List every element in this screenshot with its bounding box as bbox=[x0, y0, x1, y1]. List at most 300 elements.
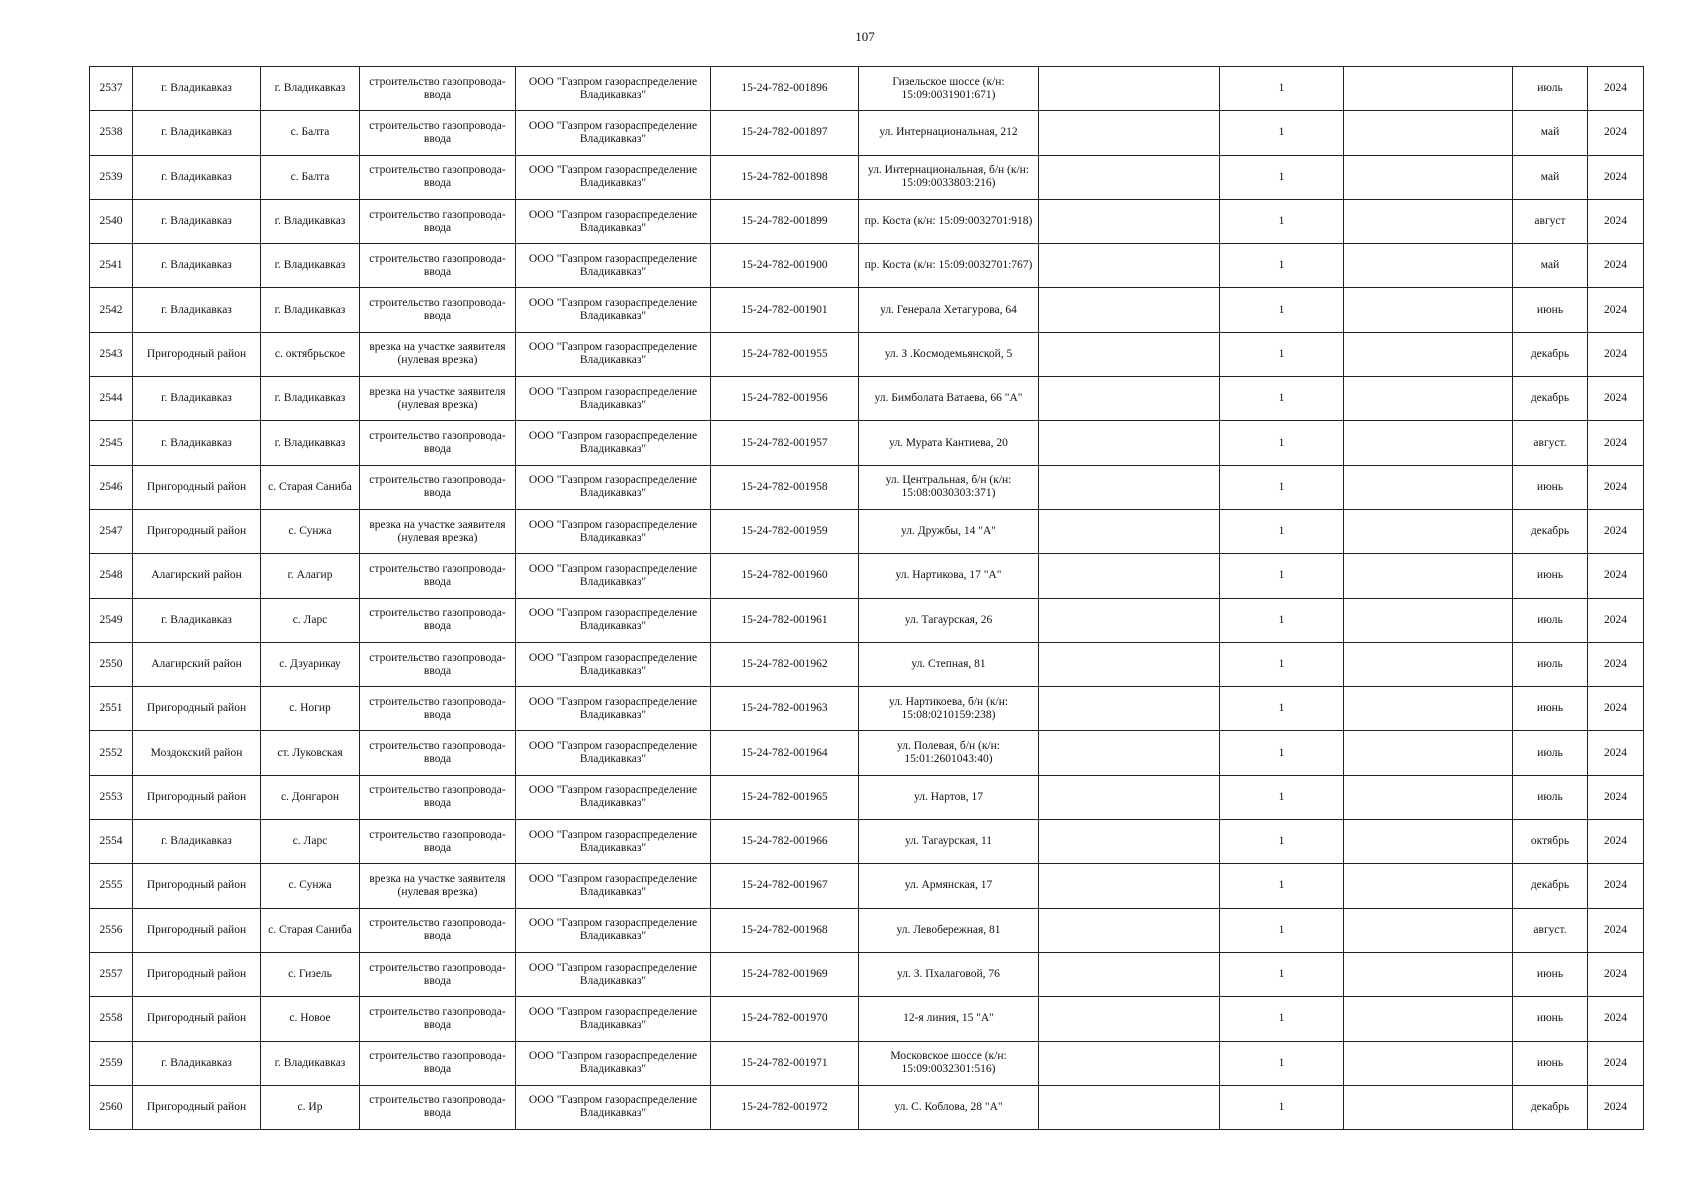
quantity-cell: 1 bbox=[1220, 997, 1344, 1041]
district-cell: Пригородный район bbox=[133, 908, 261, 952]
month-cell: июнь bbox=[1513, 687, 1588, 731]
organization-cell: ООО "Газпром газораспределение Владикавказ" bbox=[516, 244, 711, 288]
address-cell: ул. Левобережная, 81 bbox=[859, 908, 1039, 952]
month-cell: июль bbox=[1513, 731, 1588, 775]
settlement-cell: г. Владикавказ bbox=[261, 421, 360, 465]
table-row bbox=[90, 908, 1644, 952]
year-cell: 2024 bbox=[1588, 731, 1644, 775]
empty-cell bbox=[1039, 155, 1220, 199]
district-cell: Пригородный район bbox=[133, 1085, 261, 1129]
empty-cell bbox=[1344, 554, 1513, 598]
year-cell: 2024 bbox=[1588, 155, 1644, 199]
address-cell: ул. Интернациональная, б/н (к/н: 15:09:0033803:216) bbox=[859, 155, 1039, 199]
table-row bbox=[90, 465, 1644, 509]
empty-cell bbox=[1039, 820, 1220, 864]
empty-cell bbox=[1039, 1085, 1220, 1129]
settlement-cell: с. Ларс bbox=[261, 598, 360, 642]
code-cell: 15-24-782-001961 bbox=[711, 598, 859, 642]
settlement-cell: с. Дзуарикау bbox=[261, 642, 360, 686]
settlement-cell: с. Сунжа bbox=[261, 864, 360, 908]
empty-cell bbox=[1039, 244, 1220, 288]
empty-cell bbox=[1039, 332, 1220, 376]
empty-cell bbox=[1344, 111, 1513, 155]
empty-cell bbox=[1039, 598, 1220, 642]
empty-cell bbox=[1344, 820, 1513, 864]
quantity-cell: 1 bbox=[1220, 908, 1344, 952]
quantity-cell: 1 bbox=[1220, 155, 1344, 199]
code-cell: 15-24-782-001966 bbox=[711, 820, 859, 864]
code-cell: 15-24-782-001963 bbox=[711, 687, 859, 731]
code-cell: 15-24-782-001900 bbox=[711, 244, 859, 288]
table-row bbox=[90, 377, 1644, 421]
organization-cell: ООО "Газпром газораспределение Владикавказ" bbox=[516, 1041, 711, 1085]
row-number-cell: 2537 bbox=[90, 67, 133, 111]
empty-cell bbox=[1344, 642, 1513, 686]
district-cell: г. Владикавказ bbox=[133, 820, 261, 864]
address-cell: Московское шоссе (к/н: 15:09:0032301:516) bbox=[859, 1041, 1039, 1085]
row-number-cell: 2544 bbox=[90, 377, 133, 421]
address-cell: ул. Дружбы, 14 "А" bbox=[859, 509, 1039, 553]
work-type-cell: врезка на участке заявителя (нулевая врезка) bbox=[360, 332, 516, 376]
table-row bbox=[90, 642, 1644, 686]
address-cell: ул. Нартикова, 17 "А" bbox=[859, 554, 1039, 598]
address-cell: ул. Интернациональная, 212 bbox=[859, 111, 1039, 155]
district-cell: Алагирский район bbox=[133, 554, 261, 598]
district-cell: г. Владикавказ bbox=[133, 67, 261, 111]
table-row bbox=[90, 775, 1644, 819]
month-cell: июнь bbox=[1513, 554, 1588, 598]
quantity-cell: 1 bbox=[1220, 952, 1344, 996]
year-cell: 2024 bbox=[1588, 288, 1644, 332]
district-cell: Алагирский район bbox=[133, 642, 261, 686]
work-type-cell: строительство газопровода-ввода bbox=[360, 598, 516, 642]
district-cell: г. Владикавказ bbox=[133, 199, 261, 243]
month-cell: июль bbox=[1513, 598, 1588, 642]
year-cell: 2024 bbox=[1588, 1041, 1644, 1085]
quantity-cell: 1 bbox=[1220, 421, 1344, 465]
address-cell: ул. Центральная, б/н (к/н: 15:08:0030303:371) bbox=[859, 465, 1039, 509]
quantity-cell: 1 bbox=[1220, 687, 1344, 731]
empty-cell bbox=[1344, 155, 1513, 199]
organization-cell: ООО "Газпром газораспределение Владикавказ" bbox=[516, 111, 711, 155]
table-row bbox=[90, 598, 1644, 642]
organization-cell: ООО "Газпром газораспределение Владикавказ" bbox=[516, 288, 711, 332]
empty-cell bbox=[1039, 1041, 1220, 1085]
settlement-cell: г. Владикавказ bbox=[261, 1041, 360, 1085]
code-cell: 15-24-782-001965 bbox=[711, 775, 859, 819]
address-cell: ул. Армянская, 17 bbox=[859, 864, 1039, 908]
organization-cell: ООО "Газпром газораспределение Владикавказ" bbox=[516, 775, 711, 819]
row-number-cell: 2560 bbox=[90, 1085, 133, 1129]
code-cell: 15-24-782-001897 bbox=[711, 111, 859, 155]
district-cell: Пригородный район bbox=[133, 775, 261, 819]
quantity-cell: 1 bbox=[1220, 1085, 1344, 1129]
table-row bbox=[90, 509, 1644, 553]
organization-cell: ООО "Газпром газораспределение Владикавказ" bbox=[516, 864, 711, 908]
row-number-cell: 2539 bbox=[90, 155, 133, 199]
table-row bbox=[90, 288, 1644, 332]
quantity-cell: 1 bbox=[1220, 332, 1344, 376]
empty-cell bbox=[1344, 731, 1513, 775]
row-number-cell: 2552 bbox=[90, 731, 133, 775]
month-cell: декабрь bbox=[1513, 864, 1588, 908]
table-row bbox=[90, 155, 1644, 199]
quantity-cell: 1 bbox=[1220, 244, 1344, 288]
settlement-cell: с. Ир bbox=[261, 1085, 360, 1129]
month-cell: июнь bbox=[1513, 997, 1588, 1041]
empty-cell bbox=[1344, 421, 1513, 465]
quantity-cell: 1 bbox=[1220, 775, 1344, 819]
address-cell: ул. Степная, 81 bbox=[859, 642, 1039, 686]
year-cell: 2024 bbox=[1588, 465, 1644, 509]
empty-cell bbox=[1039, 775, 1220, 819]
district-cell: Пригородный район bbox=[133, 687, 261, 731]
quantity-cell: 1 bbox=[1220, 864, 1344, 908]
month-cell: июль bbox=[1513, 642, 1588, 686]
work-type-cell: строительство газопровода-ввода bbox=[360, 199, 516, 243]
row-number-cell: 2554 bbox=[90, 820, 133, 864]
address-cell: ул. Бимболата Ватаева, 66 "А" bbox=[859, 377, 1039, 421]
organization-cell: ООО "Газпром газораспределение Владикавказ" bbox=[516, 377, 711, 421]
settlement-cell: г. Владикавказ bbox=[261, 244, 360, 288]
row-number-cell: 2555 bbox=[90, 864, 133, 908]
work-type-cell: врезка на участке заявителя (нулевая врезка) bbox=[360, 864, 516, 908]
work-type-cell: строительство газопровода-ввода bbox=[360, 687, 516, 731]
table-row bbox=[90, 554, 1644, 598]
work-type-cell: строительство газопровода-ввода bbox=[360, 155, 516, 199]
settlement-cell: ст. Луковская bbox=[261, 731, 360, 775]
address-cell: Гизельское шоссе (к/н: 15:09:0031901:671) bbox=[859, 67, 1039, 111]
quantity-cell: 1 bbox=[1220, 199, 1344, 243]
work-type-cell: строительство газопровода-ввода bbox=[360, 952, 516, 996]
code-cell: 15-24-782-001955 bbox=[711, 332, 859, 376]
district-cell: г. Владикавказ bbox=[133, 288, 261, 332]
empty-cell bbox=[1039, 67, 1220, 111]
empty-cell bbox=[1344, 1085, 1513, 1129]
empty-cell bbox=[1344, 244, 1513, 288]
row-number-cell: 2548 bbox=[90, 554, 133, 598]
month-cell: июнь bbox=[1513, 465, 1588, 509]
empty-cell bbox=[1039, 288, 1220, 332]
year-cell: 2024 bbox=[1588, 332, 1644, 376]
address-cell: ул. З. Пхалаговой, 76 bbox=[859, 952, 1039, 996]
empty-cell bbox=[1344, 864, 1513, 908]
empty-cell bbox=[1344, 598, 1513, 642]
quantity-cell: 1 bbox=[1220, 598, 1344, 642]
empty-cell bbox=[1039, 642, 1220, 686]
district-cell: г. Владикавказ bbox=[133, 155, 261, 199]
code-cell: 15-24-782-001970 bbox=[711, 997, 859, 1041]
table-row bbox=[90, 820, 1644, 864]
month-cell: июль bbox=[1513, 775, 1588, 819]
district-cell: Пригородный район bbox=[133, 509, 261, 553]
address-cell: ул. Нартикоева, б/н (к/н: 15:08:0210159:238) bbox=[859, 687, 1039, 731]
work-type-cell: строительство газопровода-ввода bbox=[360, 908, 516, 952]
month-cell: октябрь bbox=[1513, 820, 1588, 864]
address-cell: ул. З .Космодемьянской, 5 bbox=[859, 332, 1039, 376]
organization-cell: ООО "Газпром газораспределение Владикавказ" bbox=[516, 952, 711, 996]
empty-cell bbox=[1039, 687, 1220, 731]
organization-cell: ООО "Газпром газораспределение Владикавказ" bbox=[516, 155, 711, 199]
year-cell: 2024 bbox=[1588, 952, 1644, 996]
empty-cell bbox=[1344, 199, 1513, 243]
district-cell: Пригородный район bbox=[133, 332, 261, 376]
month-cell: июнь bbox=[1513, 952, 1588, 996]
row-number-cell: 2549 bbox=[90, 598, 133, 642]
code-cell: 15-24-782-001964 bbox=[711, 731, 859, 775]
district-cell: Пригородный район bbox=[133, 465, 261, 509]
address-cell: ул. Тагаурская, 26 bbox=[859, 598, 1039, 642]
row-number-cell: 2547 bbox=[90, 509, 133, 553]
work-type-cell: строительство газопровода-ввода bbox=[360, 421, 516, 465]
table-row bbox=[90, 332, 1644, 376]
empty-cell bbox=[1039, 509, 1220, 553]
row-number-cell: 2546 bbox=[90, 465, 133, 509]
quantity-cell: 1 bbox=[1220, 1041, 1344, 1085]
code-cell: 15-24-782-001956 bbox=[711, 377, 859, 421]
month-cell: июнь bbox=[1513, 288, 1588, 332]
organization-cell: ООО "Газпром газораспределение Владикавказ" bbox=[516, 598, 711, 642]
table-row bbox=[90, 731, 1644, 775]
year-cell: 2024 bbox=[1588, 244, 1644, 288]
district-cell: г. Владикавказ bbox=[133, 1041, 261, 1085]
district-cell: г. Владикавказ bbox=[133, 244, 261, 288]
year-cell: 2024 bbox=[1588, 687, 1644, 731]
organization-cell: ООО "Газпром газораспределение Владикавказ" bbox=[516, 908, 711, 952]
empty-cell bbox=[1344, 288, 1513, 332]
district-cell: г. Владикавказ bbox=[133, 598, 261, 642]
code-cell: 15-24-782-001958 bbox=[711, 465, 859, 509]
settlement-cell: с. Старая Саниба bbox=[261, 908, 360, 952]
settlement-cell: г. Владикавказ bbox=[261, 288, 360, 332]
work-type-cell: строительство газопровода-ввода bbox=[360, 997, 516, 1041]
year-cell: 2024 bbox=[1588, 377, 1644, 421]
year-cell: 2024 bbox=[1588, 997, 1644, 1041]
row-number-cell: 2556 bbox=[90, 908, 133, 952]
organization-cell: ООО "Газпром газораспределение Владикавказ" bbox=[516, 1085, 711, 1129]
month-cell: июнь bbox=[1513, 1041, 1588, 1085]
year-cell: 2024 bbox=[1588, 864, 1644, 908]
month-cell: май bbox=[1513, 155, 1588, 199]
settlement-cell: с. Балта bbox=[261, 111, 360, 155]
empty-cell bbox=[1039, 421, 1220, 465]
code-cell: 15-24-782-001960 bbox=[711, 554, 859, 598]
organization-cell: ООО "Газпром газораспределение Владикавказ" bbox=[516, 642, 711, 686]
table-row bbox=[90, 244, 1644, 288]
quantity-cell: 1 bbox=[1220, 642, 1344, 686]
code-cell: 15-24-782-001971 bbox=[711, 1041, 859, 1085]
settlement-cell: с. Балта bbox=[261, 155, 360, 199]
month-cell: май bbox=[1513, 244, 1588, 288]
work-type-cell: врезка на участке заявителя (нулевая врезка) bbox=[360, 509, 516, 553]
month-cell: август. bbox=[1513, 421, 1588, 465]
empty-cell bbox=[1039, 908, 1220, 952]
quantity-cell: 1 bbox=[1220, 377, 1344, 421]
settlement-cell: г. Владикавказ bbox=[261, 67, 360, 111]
work-type-cell: строительство газопровода-ввода bbox=[360, 642, 516, 686]
empty-cell bbox=[1039, 199, 1220, 243]
address-cell: ул. Нартов, 17 bbox=[859, 775, 1039, 819]
code-cell: 15-24-782-001967 bbox=[711, 864, 859, 908]
month-cell: май bbox=[1513, 111, 1588, 155]
settlement-cell: г. Алагир bbox=[261, 554, 360, 598]
quantity-cell: 1 bbox=[1220, 731, 1344, 775]
organization-cell: ООО "Газпром газораспределение Владикавказ" bbox=[516, 465, 711, 509]
year-cell: 2024 bbox=[1588, 509, 1644, 553]
row-number-cell: 2557 bbox=[90, 952, 133, 996]
settlement-cell: с. Гизель bbox=[261, 952, 360, 996]
empty-cell bbox=[1039, 864, 1220, 908]
row-number-cell: 2543 bbox=[90, 332, 133, 376]
empty-cell bbox=[1039, 731, 1220, 775]
row-number-cell: 2559 bbox=[90, 1041, 133, 1085]
address-cell: пр. Коста (к/н: 15:09:0032701:767) bbox=[859, 244, 1039, 288]
quantity-cell: 1 bbox=[1220, 509, 1344, 553]
quantity-cell: 1 bbox=[1220, 288, 1344, 332]
row-number-cell: 2551 bbox=[90, 687, 133, 731]
registry-table bbox=[89, 66, 1644, 1130]
empty-cell bbox=[1344, 952, 1513, 996]
year-cell: 2024 bbox=[1588, 199, 1644, 243]
empty-cell bbox=[1344, 509, 1513, 553]
district-cell: г. Владикавказ bbox=[133, 421, 261, 465]
month-cell: декабрь bbox=[1513, 377, 1588, 421]
code-cell: 15-24-782-001901 bbox=[711, 288, 859, 332]
empty-cell bbox=[1344, 775, 1513, 819]
row-number-cell: 2558 bbox=[90, 997, 133, 1041]
row-number-cell: 2542 bbox=[90, 288, 133, 332]
district-cell: Моздокский район bbox=[133, 731, 261, 775]
year-cell: 2024 bbox=[1588, 421, 1644, 465]
page-number: 107 bbox=[855, 29, 875, 44]
settlement-cell: с. Донгарон bbox=[261, 775, 360, 819]
quantity-cell: 1 bbox=[1220, 465, 1344, 509]
code-cell: 15-24-782-001972 bbox=[711, 1085, 859, 1129]
work-type-cell: врезка на участке заявителя (нулевая врезка) bbox=[360, 377, 516, 421]
empty-cell bbox=[1039, 997, 1220, 1041]
organization-cell: ООО "Газпром газораспределение Владикавказ" bbox=[516, 997, 711, 1041]
year-cell: 2024 bbox=[1588, 820, 1644, 864]
month-cell: декабрь bbox=[1513, 1085, 1588, 1129]
work-type-cell: строительство газопровода-ввода bbox=[360, 111, 516, 155]
table-row bbox=[90, 997, 1644, 1041]
organization-cell: ООО "Газпром газораспределение Владикавказ" bbox=[516, 731, 711, 775]
empty-cell bbox=[1344, 1041, 1513, 1085]
work-type-cell: строительство газопровода-ввода bbox=[360, 288, 516, 332]
settlement-cell: с. Ларс bbox=[261, 820, 360, 864]
year-cell: 2024 bbox=[1588, 554, 1644, 598]
table-body bbox=[90, 67, 1644, 1130]
settlement-cell: с. Старая Саниба bbox=[261, 465, 360, 509]
address-cell: ул. Полевая, б/н (к/н: 15:01:2601043:40) bbox=[859, 731, 1039, 775]
work-type-cell: строительство газопровода-ввода bbox=[360, 775, 516, 819]
settlement-cell: с. Сунжа bbox=[261, 509, 360, 553]
empty-cell bbox=[1344, 332, 1513, 376]
empty-cell bbox=[1344, 908, 1513, 952]
settlement-cell: с. Новое bbox=[261, 997, 360, 1041]
organization-cell: ООО "Газпром газораспределение Владикавказ" bbox=[516, 509, 711, 553]
year-cell: 2024 bbox=[1588, 111, 1644, 155]
month-cell: июль bbox=[1513, 67, 1588, 111]
empty-cell bbox=[1039, 952, 1220, 996]
table-row bbox=[90, 864, 1644, 908]
code-cell: 15-24-782-001898 bbox=[711, 155, 859, 199]
settlement-cell: с. Ногир bbox=[261, 687, 360, 731]
code-cell: 15-24-782-001969 bbox=[711, 952, 859, 996]
table-row bbox=[90, 1041, 1644, 1085]
code-cell: 15-24-782-001962 bbox=[711, 642, 859, 686]
organization-cell: ООО "Газпром газораспределение Владикавказ" bbox=[516, 199, 711, 243]
year-cell: 2024 bbox=[1588, 642, 1644, 686]
code-cell: 15-24-782-001899 bbox=[711, 199, 859, 243]
work-type-cell: строительство газопровода-ввода bbox=[360, 1085, 516, 1129]
settlement-cell: г. Владикавказ bbox=[261, 199, 360, 243]
settlement-cell: г. Владикавказ bbox=[261, 377, 360, 421]
address-cell: пр. Коста (к/н: 15:09:0032701:918) bbox=[859, 199, 1039, 243]
work-type-cell: строительство газопровода-ввода bbox=[360, 244, 516, 288]
address-cell: ул. Тагаурская, 11 bbox=[859, 820, 1039, 864]
quantity-cell: 1 bbox=[1220, 67, 1344, 111]
row-number-cell: 2538 bbox=[90, 111, 133, 155]
work-type-cell: строительство газопровода-ввода bbox=[360, 554, 516, 598]
district-cell: Пригородный район bbox=[133, 864, 261, 908]
table-row bbox=[90, 421, 1644, 465]
organization-cell: ООО "Газпром газораспределение Владикавказ" bbox=[516, 554, 711, 598]
month-cell: декабрь bbox=[1513, 332, 1588, 376]
year-cell: 2024 bbox=[1588, 598, 1644, 642]
table-row bbox=[90, 67, 1644, 111]
month-cell: август bbox=[1513, 199, 1588, 243]
work-type-cell: строительство газопровода-ввода bbox=[360, 820, 516, 864]
address-cell: ул. Генерала Хетагурова, 64 bbox=[859, 288, 1039, 332]
organization-cell: ООО "Газпром газораспределение Владикавказ" bbox=[516, 687, 711, 731]
year-cell: 2024 bbox=[1588, 908, 1644, 952]
district-cell: Пригородный район bbox=[133, 997, 261, 1041]
table-row bbox=[90, 111, 1644, 155]
empty-cell bbox=[1344, 465, 1513, 509]
district-cell: г. Владикавказ bbox=[133, 111, 261, 155]
work-type-cell: строительство газопровода-ввода bbox=[360, 67, 516, 111]
district-cell: Пригородный район bbox=[133, 952, 261, 996]
year-cell: 2024 bbox=[1588, 1085, 1644, 1129]
table-row bbox=[90, 199, 1644, 243]
organization-cell: ООО "Газпром газораспределение Владикавказ" bbox=[516, 67, 711, 111]
address-cell: ул. Мурата Кантиева, 20 bbox=[859, 421, 1039, 465]
organization-cell: ООО "Газпром газораспределение Владикавказ" bbox=[516, 332, 711, 376]
address-cell: 12-я линия, 15 "А" bbox=[859, 997, 1039, 1041]
month-cell: август. bbox=[1513, 908, 1588, 952]
code-cell: 15-24-782-001957 bbox=[711, 421, 859, 465]
year-cell: 2024 bbox=[1588, 775, 1644, 819]
organization-cell: ООО "Газпром газораспределение Владикавказ" bbox=[516, 421, 711, 465]
settlement-cell: с. октябрьское bbox=[261, 332, 360, 376]
table-row bbox=[90, 1085, 1644, 1129]
empty-cell bbox=[1344, 377, 1513, 421]
empty-cell bbox=[1344, 67, 1513, 111]
empty-cell bbox=[1039, 554, 1220, 598]
row-number-cell: 2553 bbox=[90, 775, 133, 819]
address-cell: ул. С. Коблова, 28 "А" bbox=[859, 1085, 1039, 1129]
code-cell: 15-24-782-001896 bbox=[711, 67, 859, 111]
month-cell: декабрь bbox=[1513, 509, 1588, 553]
organization-cell: ООО "Газпром газораспределение Владикавказ" bbox=[516, 820, 711, 864]
year-cell: 2024 bbox=[1588, 67, 1644, 111]
code-cell: 15-24-782-001959 bbox=[711, 509, 859, 553]
row-number-cell: 2540 bbox=[90, 199, 133, 243]
row-number-cell: 2550 bbox=[90, 642, 133, 686]
row-number-cell: 2541 bbox=[90, 244, 133, 288]
table-row bbox=[90, 952, 1644, 996]
